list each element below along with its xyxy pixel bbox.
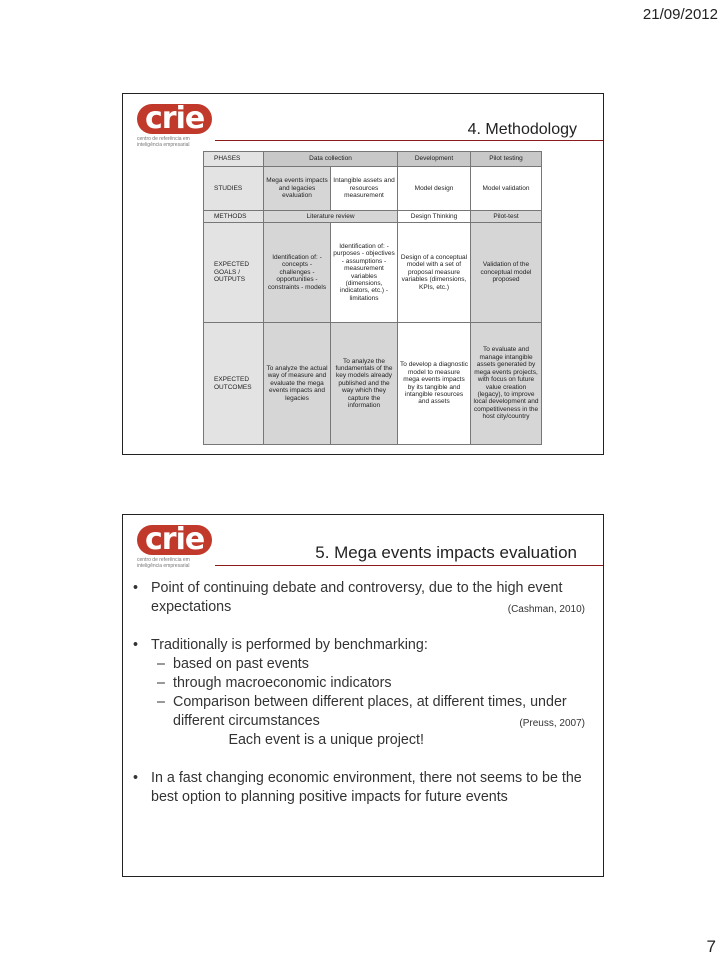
citation: (Cashman, 2010) xyxy=(507,604,585,615)
sub-bullet-item: – Comparison between different places, at different times, under different circumstances (Preuss, 2007) xyxy=(133,693,585,731)
outcomes-cell: To develop a diagnostic model to measure mega events impacts by its tangible and intangible resources and assets xyxy=(398,323,471,445)
outcomes-cell: To analyze the actual way of measure and evaluate the mega events impacts and legacies xyxy=(264,323,331,445)
pilot-header: Pilot testing xyxy=(471,152,542,167)
studies-cell: Mega events impacts and legacies evaluation xyxy=(264,167,331,211)
bullet-item: • Traditionally is performed by benchmarking: xyxy=(133,636,585,655)
methods-cell: Design Thinking xyxy=(398,211,471,223)
title-rule xyxy=(215,565,603,566)
citation: (Preuss, 2007) xyxy=(519,718,585,729)
development-header: Development xyxy=(398,152,471,167)
outcomes-cell: To analyze the fundamentals of the key models already published and the way which they capture the information xyxy=(331,323,398,445)
studies-label: STUDIES xyxy=(204,167,264,211)
methods-label: METHODS xyxy=(204,211,264,223)
emphasis-line: Each event is a unique project! xyxy=(228,732,424,748)
sub-bullet-item: – through macroeconomic indicators xyxy=(133,674,585,693)
slide-impacts-evaluation xyxy=(122,514,604,877)
studies-cell: Intangible assets and resources measurement xyxy=(331,167,398,211)
date-stamp: 21/09/2012 xyxy=(642,6,718,23)
data-collection-header: Data collection xyxy=(264,152,398,167)
studies-cell: Model design xyxy=(398,167,471,211)
methods-cell: Literature review xyxy=(264,211,398,223)
studies-cell: Model validation xyxy=(471,167,542,211)
goals-cell: Design of a conceptual model with a set of proposal measure variables (dimensions, KPIs, etc.) xyxy=(398,223,471,323)
crie-logo: crie centro de referência em inteligência empresarial xyxy=(137,525,212,569)
goals-cell: Identification of: - concepts - challenges - opportunities - constraints - models xyxy=(264,223,331,323)
goals-cell: Validation of the conceptual model proposed xyxy=(471,223,542,323)
goals-cell: Identification of: - purposes - objectives - assumptions - measurement variables (dimensions, indicators, etc.) - limitations xyxy=(331,223,398,323)
phases-header: PHASES xyxy=(204,152,264,167)
title-rule xyxy=(215,140,603,141)
slide-title: 4. Methodology xyxy=(467,121,577,138)
slide-content xyxy=(133,579,585,807)
sub-bullet-item: – based on past events xyxy=(133,655,585,674)
crie-logo: crie centro de referência em inteligência empresarial xyxy=(137,104,212,148)
slide-methodology xyxy=(122,93,604,455)
slide-title: 5. Mega events impacts evaluation xyxy=(315,543,577,562)
bullet-item: • In a fast changing economic environment, there not seems to be the best option to planning positive impacts for future events xyxy=(133,769,585,807)
page-number: 7 xyxy=(706,937,716,956)
outcomes-label: EXPECTED OUTCOMES xyxy=(204,323,264,445)
outcomes-cell: To evaluate and manage intangible assets generated by mega events projects, with focus on future value creation (legacy), to improve local development and competitiveness in the host city/country xyxy=(471,323,542,445)
goals-label: EXPECTED GOALS / OUTPUTS xyxy=(204,223,264,323)
methodology-table xyxy=(203,151,542,445)
bullet-item: • Point of continuing debate and controversy, due to the high event expectations (Cashman, 2010) xyxy=(133,579,585,617)
methods-cell: Pilot-test xyxy=(471,211,542,223)
